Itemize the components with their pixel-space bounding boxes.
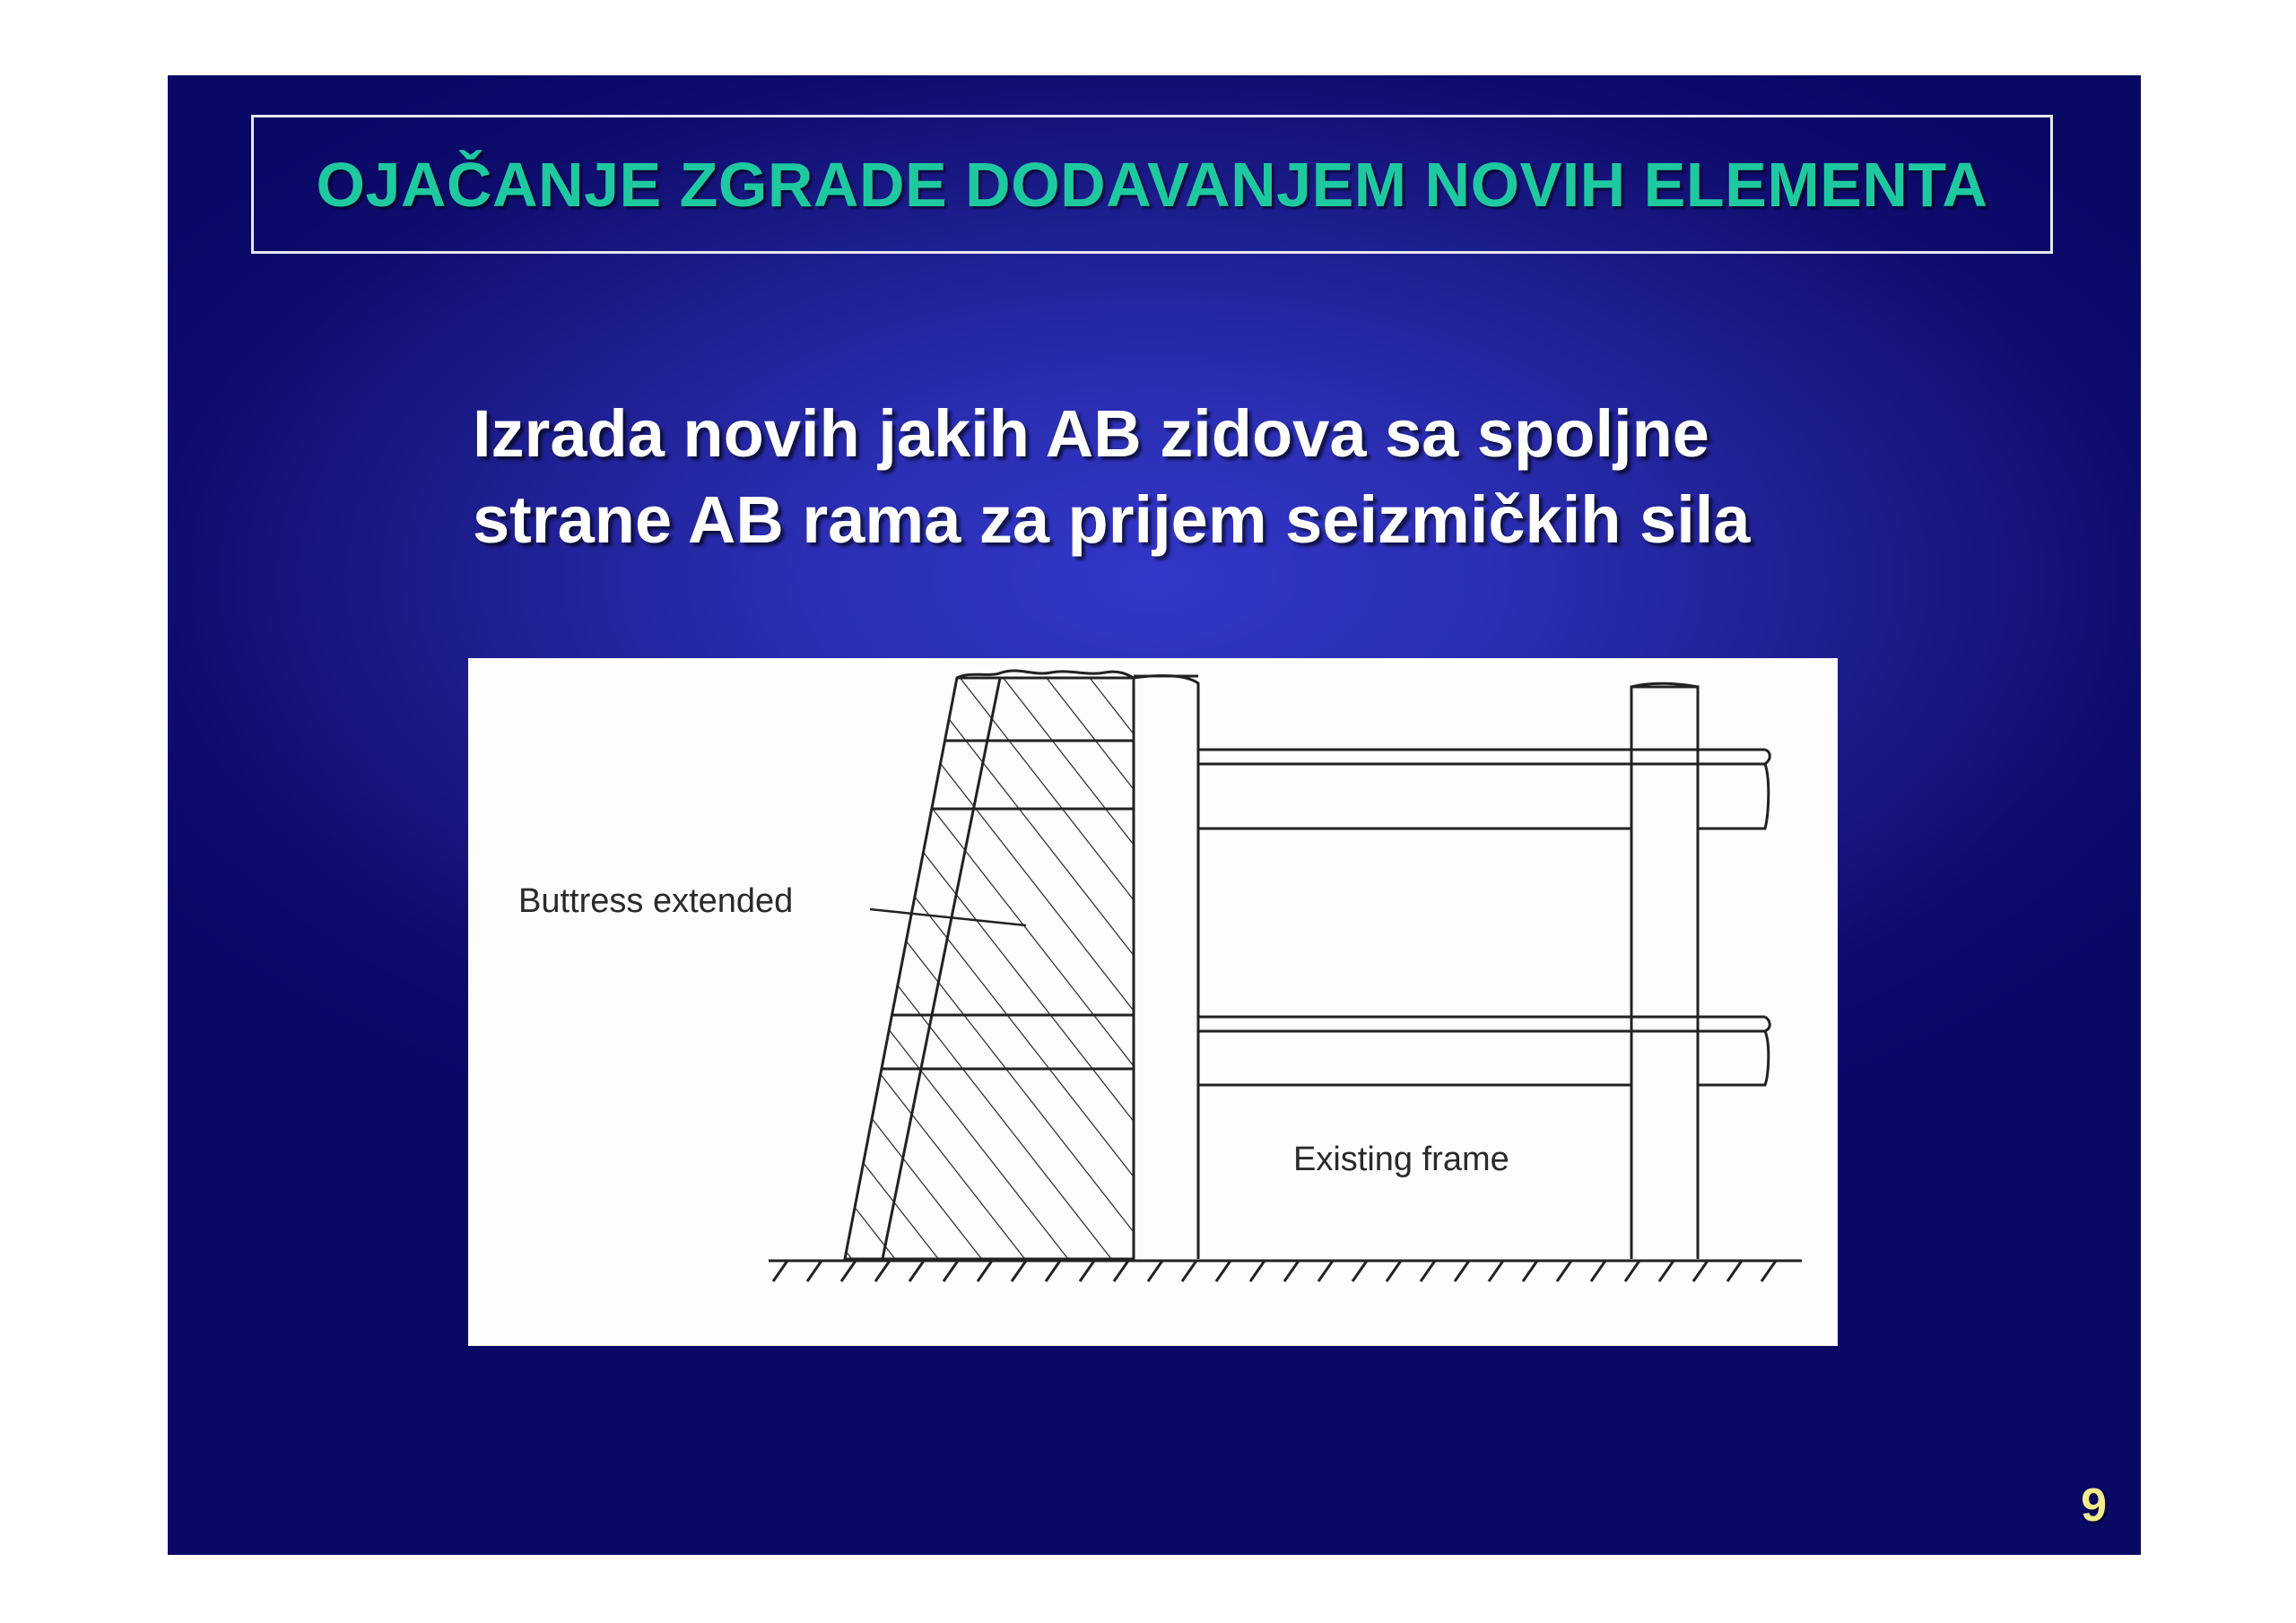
ground-line [769,1261,1802,1281]
slide-title: OJAČANJE ZGRADE DODAVANJEM NOVIH ELEMENTA [316,149,1988,220]
frame-label: Existing frame [1293,1141,1509,1178]
page-number: 9 [2081,1480,2107,1532]
slide [168,75,2141,1555]
title-box [251,115,2053,254]
buttress-label: Buttress extended [518,882,794,920]
diagram-drawing [468,658,1838,1346]
buttress-wall [827,671,1134,1259]
slide-subtitle [473,391,1997,563]
subtitle-line-2: strane AB rama za prijem seizmičkih sila [473,482,1751,557]
subtitle-line-1: Izrada novih jakih AB zidova sa spoljne [473,396,1709,471]
buttress-diagram [468,658,1838,1346]
